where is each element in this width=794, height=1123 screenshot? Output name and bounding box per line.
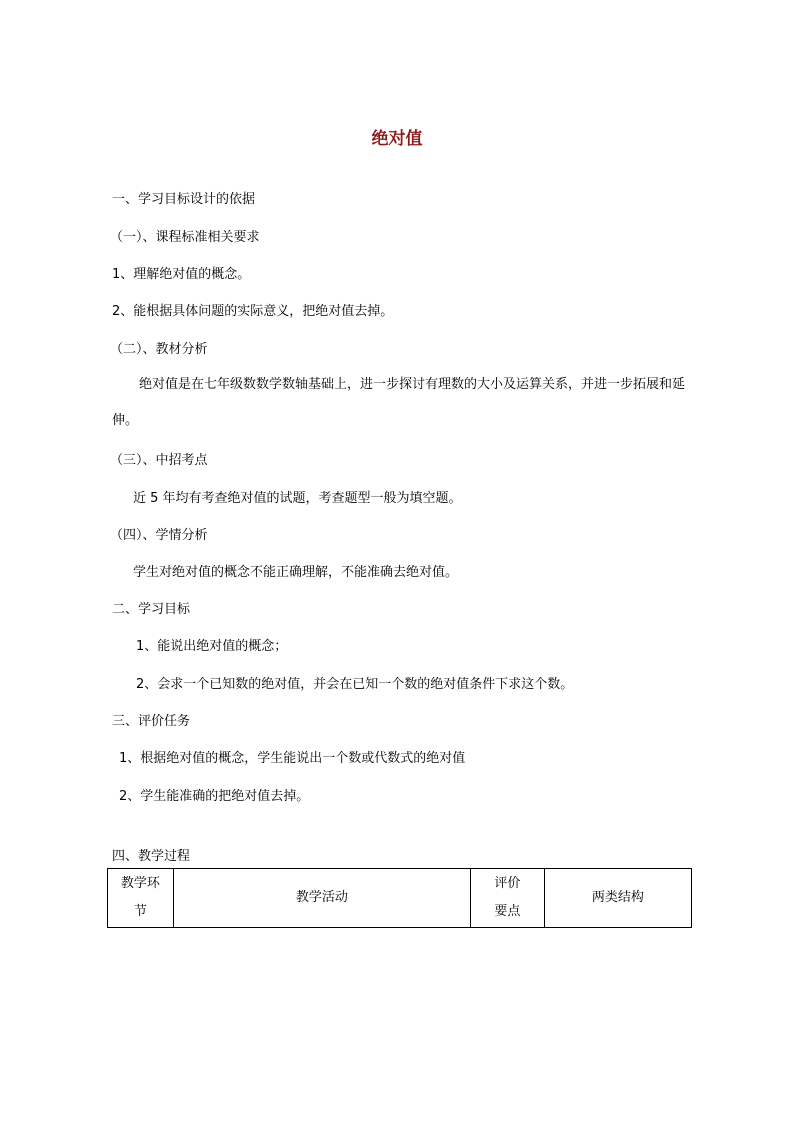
- list-item: 1、根据绝对值的概念，学生能说出一个数或代数式的绝对值: [119, 751, 466, 766]
- section-heading-teaching-process: 四、教学过程: [112, 849, 191, 864]
- exam-points-paragraph: 近 5 年均有考查绝对值的试题，考查题型一般为填空题。: [133, 491, 462, 506]
- list-item: 1、能说出绝对值的概念；: [136, 639, 288, 654]
- list-item: 1、理解绝对值的概念。: [112, 267, 251, 282]
- table-header-structure: 两类结构: [544, 869, 691, 928]
- subheading-textbook-analysis: （二）、教材分析: [110, 342, 208, 357]
- table-header-stage-line2: 节: [133, 904, 147, 919]
- textbook-analysis-paragraph: 绝对值是在七年级数数学数轴基础上，进一步探讨有理数的大小及运算关系，并进一步拓展和延伸。: [112, 377, 686, 428]
- table-header-evaluation-points: [471, 869, 545, 928]
- list-item: 2、会求一个已知数的绝对值，并会在已知一个数的绝对值条件下求这个数。: [136, 677, 574, 692]
- table-row: [108, 869, 692, 928]
- subheading-curriculum-standards: （一）、课程标准相关要求: [110, 230, 260, 245]
- section-heading-assessment: 三、评价任务: [112, 714, 191, 729]
- table-header-activities: 教学活动: [173, 869, 470, 928]
- table-header-stage-line1: 教学环: [120, 876, 160, 891]
- list-item: 2、学生能准确的把绝对值去掉。: [119, 789, 310, 804]
- table-header-evaluation-line2: 要点: [494, 904, 521, 919]
- table-header-evaluation-line1: 评价: [494, 876, 521, 891]
- subheading-exam-points: （三）、中招考点: [110, 453, 208, 468]
- table-header-stage: [108, 869, 174, 928]
- page-title: 绝对值: [371, 129, 423, 149]
- section-heading-objectives: 二、学习目标: [112, 602, 191, 617]
- section-heading-objectives-basis: 一、学习目标设计的依据: [112, 192, 256, 207]
- teaching-process-table: [107, 868, 692, 928]
- subheading-student-analysis: （四）、学情分析: [110, 528, 208, 543]
- list-item: 2、能根据具体问题的实际意义，把绝对值去掉。: [112, 304, 394, 319]
- student-analysis-paragraph: 学生对绝对值的概念不能正确理解，不能准确去绝对值。: [133, 565, 459, 580]
